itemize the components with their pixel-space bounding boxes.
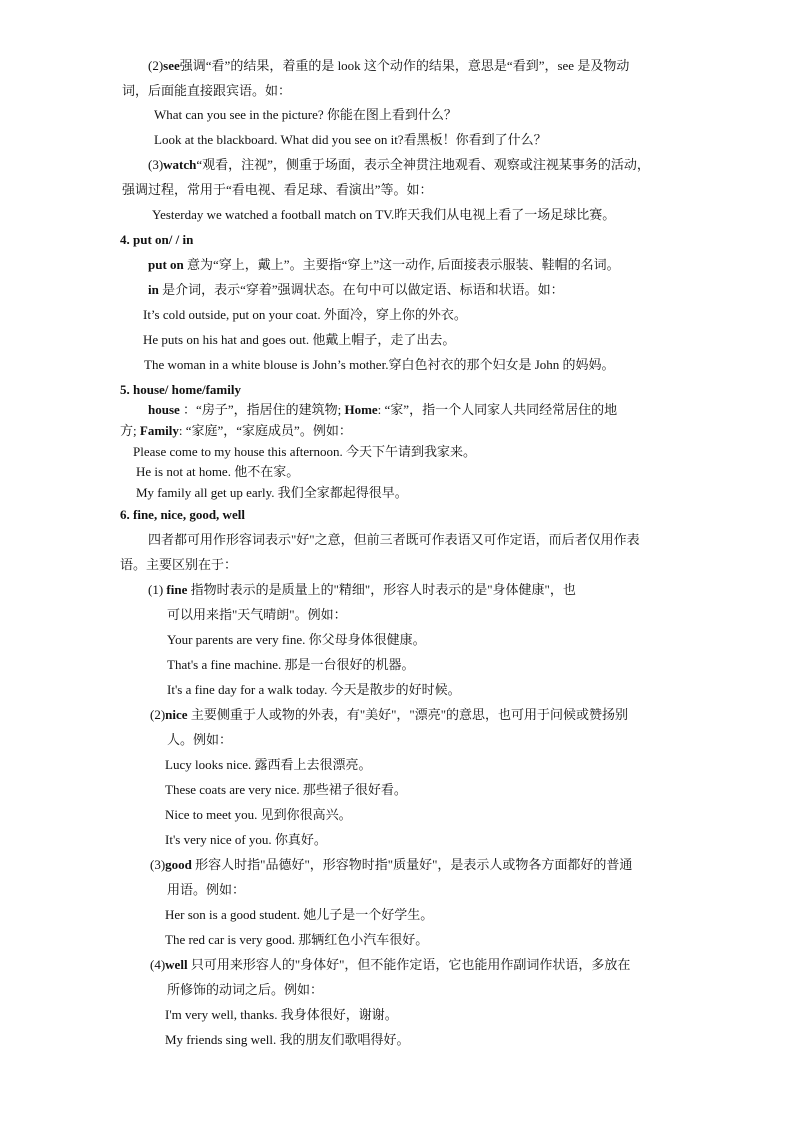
- text-line-26: [167, 656, 415, 674]
- text-run: (3): [148, 157, 164, 172]
- text-line-6: [122, 181, 433, 199]
- text-run: 主要侧重于人或物的外表，有"美好"，"漂亮"的意思，也可用于问候或赞扬别: [187, 707, 629, 722]
- text-run: Lucy looks nice. 露西看上去很漂亮。: [165, 757, 372, 772]
- text-line-28: [150, 706, 628, 724]
- text-line-12: [143, 331, 455, 349]
- text-line-40: [165, 1006, 398, 1024]
- text-run: 用语。例如：: [167, 882, 246, 897]
- text-run: 只可用来形容人的"身体好"，但不能作定语，它也能用作副词作状语，多放在: [187, 957, 631, 972]
- text-run: That's a fine machine. 那是一台很好的机器。: [167, 657, 415, 672]
- text-run: Yesterday we watched a football match on TV.昨天我们从电视上看了一场足球比赛。: [152, 207, 616, 222]
- bold-term: fine: [166, 582, 188, 597]
- text-run: 强调过程，常用于“看电视、看足球、看演出”等。如：: [122, 182, 433, 197]
- text-line-35: [167, 881, 245, 899]
- text-run: 四者都可用作形容词表示"好"之意，但前三者既可作表语又可作定语，而后者仅用作表: [148, 532, 640, 547]
- text-line-22: [120, 556, 237, 574]
- text-run: (3): [150, 857, 166, 872]
- text-run: The red car is very good. 那辆红色小汽车很好。: [165, 932, 429, 947]
- bold-term: watch: [163, 157, 197, 172]
- text-run: My friends sing well. 我的朋友们歌唱得好。: [165, 1032, 410, 1047]
- text-line-19: [136, 484, 408, 502]
- text-run: (4): [150, 957, 166, 972]
- text-line-14: [120, 381, 241, 399]
- text-run: 人。例如：: [167, 732, 233, 747]
- text-line-36: [165, 906, 433, 924]
- text-line-41: [165, 1031, 409, 1049]
- text-line-20: [120, 506, 245, 524]
- text-run: He puts on his hat and goes out. 他戴上帽子，走了出去。: [143, 332, 456, 347]
- text-run: “观看，注视”，侧重于场面，表示全神贯注地观看、观察或注视某事务的活动，: [196, 157, 650, 172]
- text-run: 方;: [120, 423, 140, 438]
- text-line-33: [165, 831, 327, 849]
- text-run: : “家庭”，“家庭成员”。例如：: [178, 423, 352, 438]
- text-run: It's very nice of you. 你真好。: [165, 832, 327, 847]
- text-line-23: [148, 581, 576, 599]
- text-run: (1): [148, 582, 167, 597]
- text-line-16: [120, 422, 352, 440]
- text-line-37: [165, 931, 428, 949]
- text-line-21: [148, 531, 640, 549]
- text-run: 强调“看”的结果，着重的是 look 这个动作的结果，意思是“看到”，see 是及物动: [179, 58, 630, 73]
- bold-term: house: [148, 402, 180, 417]
- text-run: 形容人时指"品德好"，形容物时指"质量好"，是表示人或物各方面都好的普通: [191, 857, 633, 872]
- bold-term: put on: [148, 257, 184, 272]
- text-line-39: [167, 981, 323, 999]
- text-line-34: [150, 856, 632, 874]
- text-line-24: [167, 606, 347, 624]
- text-run: The woman in a white blouse is John’s mother.穿白色衬衣的那个妇女是 John 的妈妈。: [144, 357, 615, 372]
- text-run: 可以用来指"天气晴朗"。例如：: [167, 607, 347, 622]
- text-line-18: [136, 463, 299, 481]
- bold-term: Family: [139, 423, 179, 438]
- text-run: 意为“穿上，戴上”。主要指“穿上”这一动作, 后面接表示服装、鞋帽的名词。: [183, 257, 620, 272]
- text-line-10: [148, 281, 564, 299]
- text-line-13: [144, 356, 615, 374]
- text-line-30: [165, 756, 372, 774]
- bold-term: 6. fine, nice, good, well: [120, 507, 245, 522]
- bold-term: see: [163, 58, 180, 73]
- text-line-5: [148, 156, 650, 174]
- text-line-4: [154, 131, 547, 149]
- bold-term: 4. put on/ / in: [120, 232, 194, 247]
- text-line-8: [120, 231, 193, 249]
- text-run: : “家”，指一个人同家人共同经常居住的地: [377, 402, 618, 417]
- bold-term: Home: [344, 402, 378, 417]
- text-line-9: [148, 256, 620, 274]
- text-run: 语。主要区别在于：: [120, 557, 238, 572]
- text-run: I'm very well, thanks. 我身体很好，谢谢。: [165, 1007, 398, 1022]
- text-line-32: [165, 806, 352, 824]
- text-line-1: [148, 57, 629, 75]
- text-run: 是介词，表示“穿着”强调状态。在句中可以做定语、标语和状语。如：: [158, 282, 564, 297]
- text-run: (2): [148, 58, 164, 73]
- text-line-11: [143, 306, 467, 324]
- bold-term: nice: [165, 707, 188, 722]
- text-line-27: [167, 681, 461, 699]
- text-line-25: [167, 631, 426, 649]
- text-line-7: [152, 206, 615, 224]
- text-run: What can you see in the picture? 你能在图上看到什么？: [154, 107, 457, 122]
- bold-term: 5. house/ home/family: [120, 382, 241, 397]
- bold-term: well: [165, 957, 188, 972]
- text-run: Your parents are very fine. 你父母身体很健康。: [167, 632, 426, 647]
- text-run: It’s cold outside, put on your coat. 外面冷，穿上你的外衣。: [143, 307, 467, 322]
- text-run: 词，后面能直接跟宾语。如：: [122, 83, 292, 98]
- text-run: 指物时表示的是质量上的"精细"，形容人时表示的是"身体健康"，也: [187, 582, 576, 597]
- text-line-29: [167, 731, 232, 749]
- text-run: Look at the blackboard. What did you see on it?看黑板！你看到了什么？: [154, 132, 547, 147]
- text-line-2: [122, 82, 291, 100]
- text-line-38: [150, 956, 630, 974]
- text-run: Nice to meet you. 见到你很高兴。: [165, 807, 352, 822]
- bold-term: in: [148, 282, 159, 297]
- text-run: He is not at home. 他不在家。: [136, 464, 300, 479]
- text-line-15: [148, 401, 617, 419]
- text-line-17: [133, 443, 476, 461]
- text-run: ：“房子”，指居住的建筑物;: [179, 402, 345, 417]
- text-run: My family all get up early. 我们全家都起得很早。: [136, 485, 408, 500]
- text-run: Please come to my house this afternoon. 今天下午请到我家来。: [133, 444, 477, 459]
- text-run: It's a fine day for a walk today. 今天是散步的好时候。: [167, 682, 461, 697]
- text-run: These coats are very nice. 那些裙子很好看。: [165, 782, 407, 797]
- text-run: (2): [150, 707, 166, 722]
- text-run: Her son is a good student. 她儿子是一个好学生。: [165, 907, 434, 922]
- text-line-31: [165, 781, 407, 799]
- text-run: 所修饰的动词之后。例如：: [167, 982, 324, 997]
- bold-term: good: [165, 857, 192, 872]
- text-line-3: [154, 106, 457, 124]
